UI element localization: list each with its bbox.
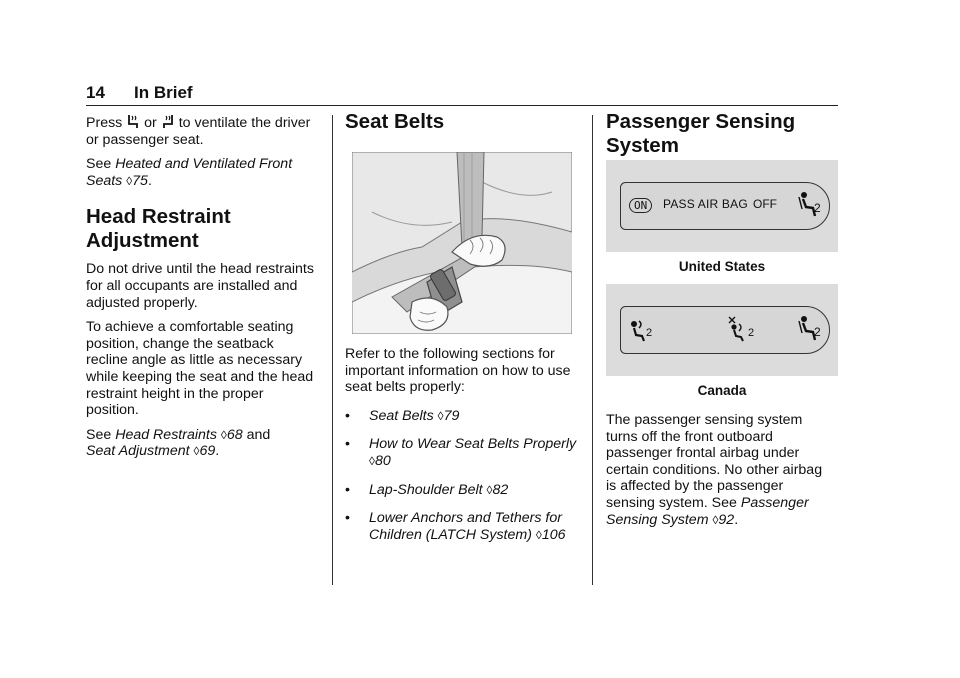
seat-ventilation-passenger-icon — [161, 114, 175, 129]
seat-belt-illustration — [352, 152, 572, 334]
on-indicator: ON — [629, 198, 652, 213]
xref-symbol: ◊ — [220, 427, 227, 442]
heading-head-restraint: Head Restraint Adjustment — [86, 205, 231, 253]
caption-canada: Canada — [697, 383, 747, 398]
xref-symbol: ◊ — [437, 408, 444, 423]
xref-symbol: ◊ — [193, 444, 200, 459]
xref-link[interactable]: Seat Adjustment — [86, 443, 190, 460]
column-2-body — [345, 346, 585, 551]
airbag-status-display — [620, 306, 830, 354]
xref-link[interactable]: Passenger — [740, 494, 809, 511]
icon-digit: 2 — [814, 201, 821, 215]
list-item[interactable]: • Lap-Shoulder Belt ◊82 — [345, 481, 509, 498]
airbag-status-display — [620, 182, 830, 230]
us-indicator-panel — [606, 160, 838, 252]
heading-seat-belts: Seat Belts — [345, 110, 445, 133]
xref-symbol: ◊ — [486, 482, 493, 497]
xref-symbol: ◊ — [535, 527, 542, 542]
column-divider-1 — [332, 115, 333, 585]
column-3-body — [606, 412, 841, 536]
list-item[interactable]: • Lower Anchors and Tethers for Children (LATCH System) ◊106 — [345, 510, 566, 543]
list-item[interactable]: • How to Wear Seat Belts Properly ◊80 — [345, 436, 577, 469]
seat-belts-intro: Refer to the following sections for important information on how to use seat belts properly: — [345, 346, 571, 396]
xref-link[interactable]: Seats — [86, 172, 123, 189]
xref-symbol: ◊ — [126, 173, 133, 188]
canada-indicator-panel — [606, 284, 838, 376]
xref-link[interactable]: Sensing System — [606, 511, 709, 528]
seat-ventilation-driver-icon — [126, 114, 140, 129]
xref-symbol: ◊ — [712, 512, 719, 527]
list-item[interactable]: • Seat Belts ◊79 — [345, 407, 460, 424]
head-restraint-paragraph-1: Do not drive until the head restraints for all occupants are installed and adjusted properly. — [86, 261, 314, 311]
xref-page: 79 — [443, 407, 460, 424]
xref-page[interactable]: 75 — [132, 172, 148, 189]
xref-page: 80 — [374, 452, 391, 469]
bullet: • — [345, 510, 350, 527]
column-2 — [345, 110, 585, 134]
icon-digit: 2 — [646, 327, 653, 339]
bullet: • — [345, 436, 350, 453]
off-indicator: OFF — [753, 197, 777, 211]
pass-airbag-text: PASS AIR BAG — [663, 197, 748, 211]
xref-page: 82 — [492, 481, 509, 498]
section-title: In Brief — [134, 83, 193, 102]
xref-link[interactable]: Head Restraints — [115, 426, 217, 443]
page-header — [86, 83, 838, 106]
column-3 — [606, 110, 841, 158]
page-number: 14 — [86, 83, 105, 102]
xref-page[interactable]: 68 — [226, 426, 243, 443]
see-head-restraints: See Head Restraints ◊68 and Seat Adjustment ◊69. — [86, 426, 271, 460]
xref-page: 106 — [541, 526, 566, 543]
ventilate-paragraph: Press or to ventilate the driver or passenger seat. — [86, 115, 311, 148]
passenger-sensing-paragraph: The passenger sensing system turns off the front outboard passenger frontal airbag under certain conditions. No other airbag is affected by the passenger sensing system. See Passenger Sensing System ◊92. — [606, 412, 823, 528]
xref-link[interactable]: Heated and Ventilated Front — [115, 156, 293, 173]
heading-passenger-sensing: Passenger Sensing System — [606, 110, 796, 157]
see-heated-seats: See Heated and Ventilated Front Seats ◊75. — [86, 156, 293, 189]
column-divider-2 — [592, 115, 593, 585]
icon-digit: 2 — [814, 325, 821, 339]
xref-symbol: ◊ — [369, 453, 375, 468]
icon-digit: 2 — [748, 327, 755, 339]
column-1 — [86, 114, 326, 468]
caption-united-states: United States — [678, 259, 766, 274]
xref-page[interactable]: 69 — [199, 443, 216, 460]
head-restraint-paragraph-2: To achieve a comfortable seating position, change the seatback recline angle as little as necessary while keeping the seat and the head restraint height in the proper position. — [86, 319, 314, 419]
bullet: • — [345, 481, 350, 498]
bullet: • — [345, 407, 350, 424]
xref-page[interactable]: 92 — [718, 511, 735, 528]
